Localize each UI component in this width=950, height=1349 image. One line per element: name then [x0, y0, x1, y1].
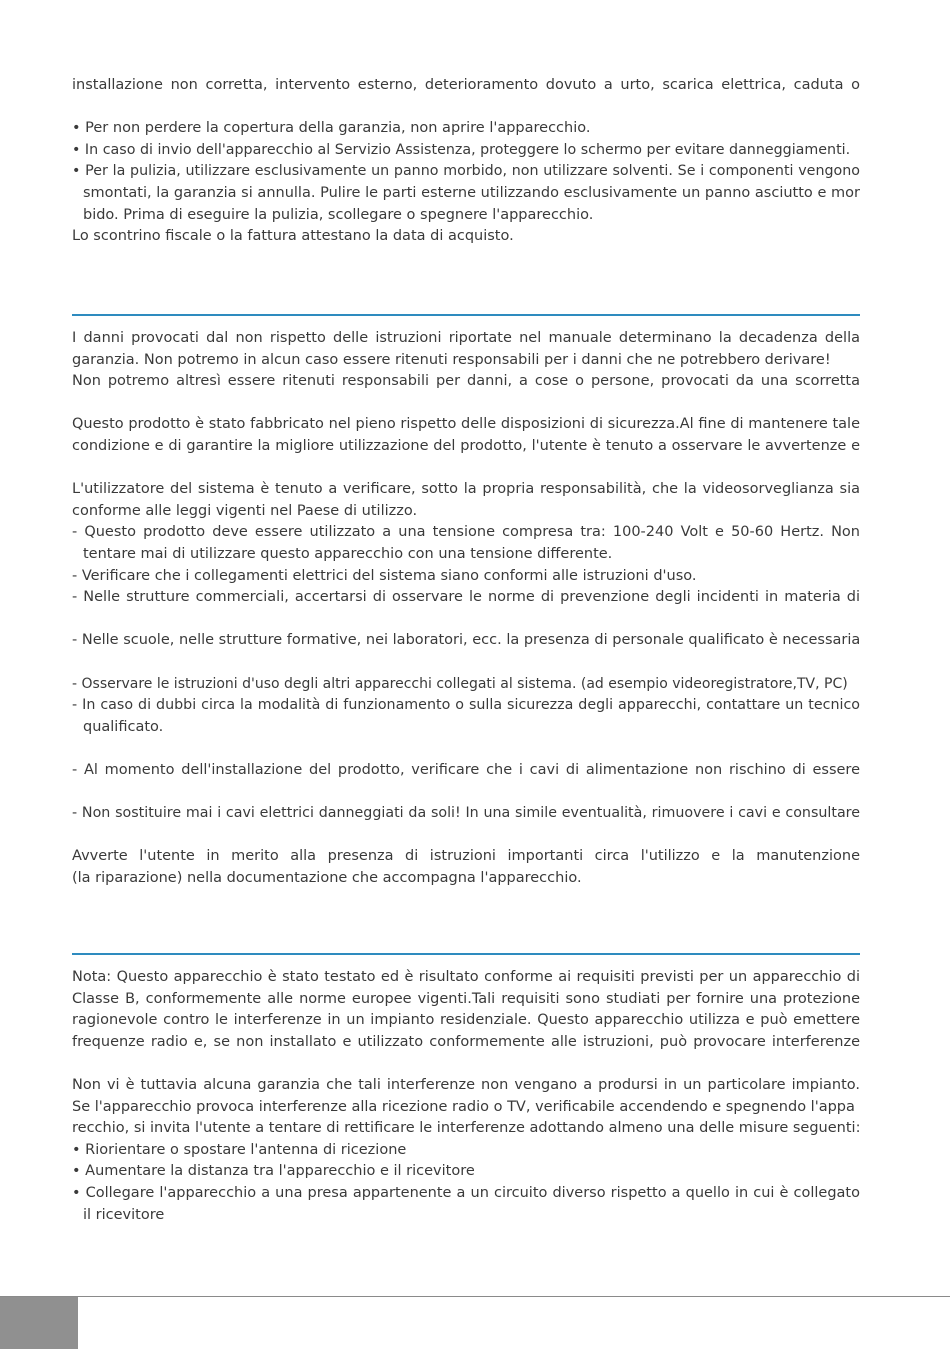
- list-item: - Verificare che i collegamenti elettrici del sistema siano conformi alle istruzioni d'uso.: [72, 567, 697, 584]
- list-item-continuation: bido. Prima di eseguire la pulizia, scollegare o spegnere l'apparecchio.: [83, 206, 594, 223]
- text-line: Classe B, conformemente alle norme europee vigenti.Tali requisiti sono studiati per fornire una protezione: [72, 990, 860, 1007]
- text-line: Non potremo altresì essere ritenuti responsabili per danni, a cose o persone, provocati da una scorretta: [72, 373, 860, 390]
- list-item: - Non sostituire mai i cavi elettrici danneggiati da soli! In una simile eventualità, rimuovere i cavi e consultare: [72, 805, 860, 822]
- text-line: ragionevole contro le interferenze in un impianto residenziale. Questo apparecchio utilizza e può emettere: [72, 1012, 860, 1029]
- blank-line: [72, 609, 860, 631]
- list-item: • Per non perdere la copertura della garanzia, non aprire l'apparecchio.: [72, 120, 591, 137]
- blank-line: [72, 1053, 860, 1075]
- text-line: (la riparazione) nella documentazione che accompagna l'apparecchio.: [72, 869, 582, 886]
- blank-line: [72, 652, 860, 674]
- safety-section: [72, 328, 860, 889]
- interference-section: [72, 967, 860, 1226]
- section-divider: [72, 314, 860, 316]
- list-item: - In caso di dubbi circa la modalità di funzionamento o sulla sicurezza degli apparecchi, contattare un tecnico: [72, 697, 860, 714]
- blank-line: [72, 97, 860, 119]
- blank-line: [72, 393, 860, 415]
- text-line: condizione e di garantire la migliore utilizzazione del prodotto, l'utente è tenuto a osservare le avvertenze e: [72, 437, 860, 454]
- text-line: Lo scontrino fiscale o la fattura attestano la data di acquisto.: [72, 228, 514, 245]
- list-item-continuation: tentare mai di utilizzare questo apparecchio con una tensione differente.: [83, 545, 613, 562]
- text-line: Se l'apparecchio provoca interferenze alla ricezione radio o TV, verificabile accendendo e spegnendo l'appa: [72, 1098, 855, 1115]
- list-item: - Questo prodotto deve essere utilizzato a una tensione compresa tra: 100-240 Volt e 50-60 Hertz. Non: [72, 524, 860, 541]
- text-line: Questo prodotto è stato fabbricato nel pieno rispetto delle disposizioni di sicurezza.Al fine di mantenere tale: [72, 416, 860, 433]
- blank-line: [72, 825, 860, 847]
- text-line: installazione non corretta, intervento esterno, deterioramento dovuto a urto, scarica elettrica, caduta o: [72, 77, 860, 93]
- list-item-continuation: smontati, la garanzia si annulla. Pulire le parti esterne utilizzando esclusivamente un panno asciutto e mor: [83, 184, 860, 201]
- blank-line: [72, 781, 860, 803]
- text-line: L'utilizzatore del sistema è tenuto a verificare, sotto la propria responsabilità, che la videosorveglianza sia: [72, 481, 860, 498]
- list-item: - Nelle scuole, nelle strutture formative, nei laboratori, ecc. la presenza di personale qualificato è necessaria: [72, 632, 860, 649]
- section-divider: [72, 953, 860, 955]
- text-line: I danni provocati dal non rispetto delle istruzioni riportate nel manuale determinano la decadenza della: [72, 330, 860, 346]
- list-item: - Al momento dell'installazione del prodotto, verificare che i cavi di alimentazione non rischino di essere: [72, 761, 860, 778]
- blank-line: [72, 738, 860, 760]
- text-line: recchio, si invita l'utente a tentare di rettificare le interferenze adottando almeno una delle misure seguenti:: [72, 1120, 860, 1137]
- text-line: Non vi è tuttavia alcuna garanzia che tali interferenze non vengano a prodursi in un particolare impianto.: [72, 1076, 860, 1093]
- blank-line: [72, 458, 860, 480]
- text-line: Nota: Questo apparecchio è stato testato ed è risultato conforme ai requisiti previsti per un apparecchio di: [72, 969, 860, 985]
- list-item: • Riorientare o spostare l'antenna di ricezione: [72, 1141, 407, 1158]
- footer-rule: [0, 1296, 950, 1297]
- list-item: - Nelle strutture commerciali, accertarsi di osservare le norme di prevenzione degli incidenti in materia di: [72, 589, 860, 606]
- text-line: conforme alle leggi vigenti nel Paese di utilizzo.: [72, 502, 418, 519]
- list-item: • In caso di invio dell'apparecchio al Servizio Assistenza, proteggere lo schermo per evitare danneggiamenti.: [72, 141, 851, 158]
- page-number-tab: [0, 1297, 78, 1349]
- list-item-continuation: il ricevitore: [83, 1206, 165, 1223]
- list-item: • Aumentare la distanza tra l'apparecchio e il ricevitore: [72, 1163, 475, 1180]
- text-line: garanzia. Non potremo in alcun caso essere ritenuti responsabili per i danni che ne potrebbero derivare!: [72, 351, 831, 368]
- text-line: frequenze radio e, se non installato e utilizzato conformemente alle istruzioni, può provocare interferenze: [72, 1033, 860, 1050]
- text-line: Avverte l'utente in merito alla presenza di istruzioni importanti circa l'utilizzo e la manutenzione: [72, 848, 860, 865]
- list-item-continuation: qualificato.: [83, 718, 164, 735]
- list-item: - Osservare le istruzioni d'uso degli altri apparecchi collegati al sistema. (ad esempio videoregistratore,TV, PC): [72, 675, 848, 692]
- list-item: • Per la pulizia, utilizzare esclusivamente un panno morbido, non utilizzare solventi. Se i componenti vengono: [72, 163, 860, 180]
- list-item: • Collegare l'apparecchio a una presa appartenente a un circuito diverso rispetto a quello in cui è collegato: [72, 1184, 860, 1201]
- warranty-section: [72, 75, 860, 248]
